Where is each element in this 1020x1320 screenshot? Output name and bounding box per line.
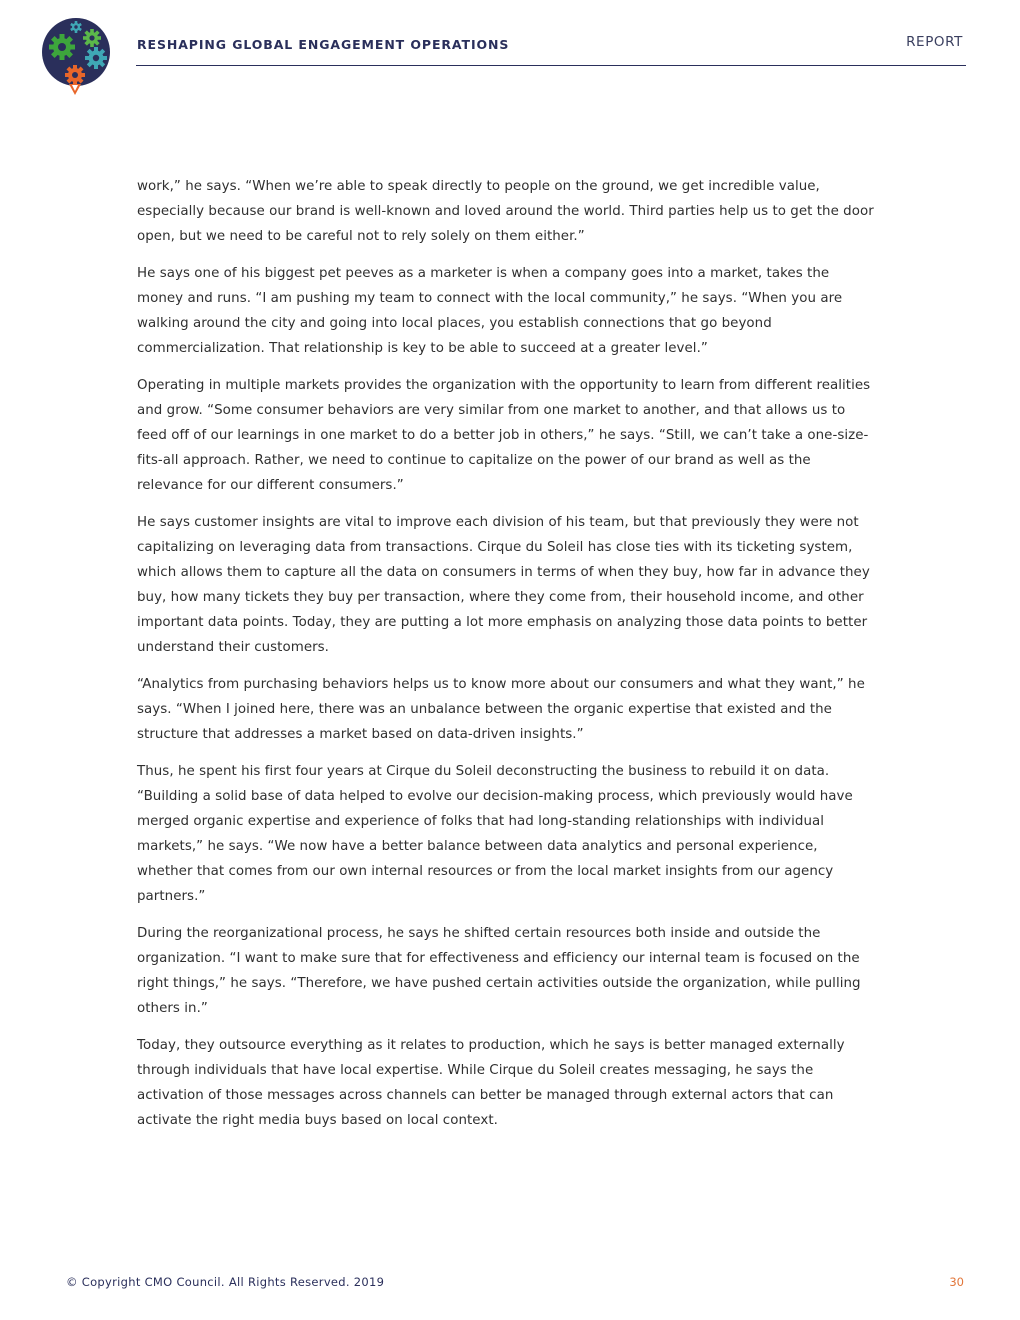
paragraph: Today, they outsource everything as it relates to production, which he says is better managed externally through individuals that have local expertise. While Cirque du Soleil creates messaging, he says the activation of those messages across channels can better be managed through external actors that can activate the right media buys based on local context. — [137, 1038, 845, 1128]
paragraph: During the reorganizational process, he says he shifted certain resources both inside and outside the organization. “I want to make sure that for effectiveness and efficiency our internal team is focused on the right things,” he says. “Therefore, we have pushed certain activities outside the organization, while pulling others in.” — [137, 926, 861, 1016]
paragraph: work,” he says. “When we’re able to speak directly to people on the ground, we get incredible value, especially because our brand is well-known and loved around the world. Third parties help us to get the door open, but we need to be careful not to rely solely on them either.” — [137, 179, 874, 244]
article-body — [137, 174, 875, 1145]
paragraph: Thus, he spent his first four years at Cirque du Soleil deconstructing the business to rebuild it on data. “Building a solid base of data helped to evolve our decision-making process, which previously would have merged organic expertise and experience of folks that had long-standing relationships with individual markets,” he says. “We now have a better balance between data analytics and personal experience, whether that comes from our own internal resources or from the local market insights from our agency partners.” — [137, 764, 853, 904]
paragraph: He says customer insights are vital to improve each division of his team, but that previously they were not capitalizing on leveraging data from transactions. Cirque du Soleil has close ties with its ticketing system, which allows them to capture all the data on consumers in terms of when they buy, how far in advance they buy, how many tickets they buy per transaction, where they come from, their household income, and other important data points. Today, they are putting a lot more emphasis on analyzing those data points to better understand their customers. — [137, 515, 870, 655]
paragraph: Operating in multiple markets provides the organization with the opportunity to learn from different realities and grow. “Some consumer behaviors are very similar from one market to another, and that allows us to feed off of our learnings in one market to do a better job in others,” he says. “Still, we can’t take a one-size-fits-all approach. Rather, we need to continue to capitalize on the power of our brand as well as the relevance for our different consumers.” — [137, 378, 871, 493]
page-number: 30 — [949, 1275, 964, 1289]
header-title: RESHAPING GLOBAL ENGAGEMENT OPERATIONS — [137, 37, 510, 52]
paragraph: He says one of his biggest pet peeves as a marketer is when a company goes into a market, takes the money and runs. “I am pushing my team to connect with the local community,” he says. “When you are walking around the city and going into local places, you establish connections that go beyond commercialization. That relationship is key to be able to succeed at a greater level.” — [137, 266, 843, 356]
gears-logo-icon — [40, 17, 112, 97]
document-type-label: REPORT — [906, 34, 963, 50]
footer-copyright: © Copyright CMO Council. All Rights Reserved. 2019 — [66, 1275, 385, 1289]
header-divider — [136, 65, 966, 66]
paragraph: “Analytics from purchasing behaviors helps us to know more about our consumers and what they want,” he says. “When I joined here, there was an unbalance between the organic expertise that existed and the structure that addresses a market based on data-driven insights.” — [137, 677, 865, 742]
